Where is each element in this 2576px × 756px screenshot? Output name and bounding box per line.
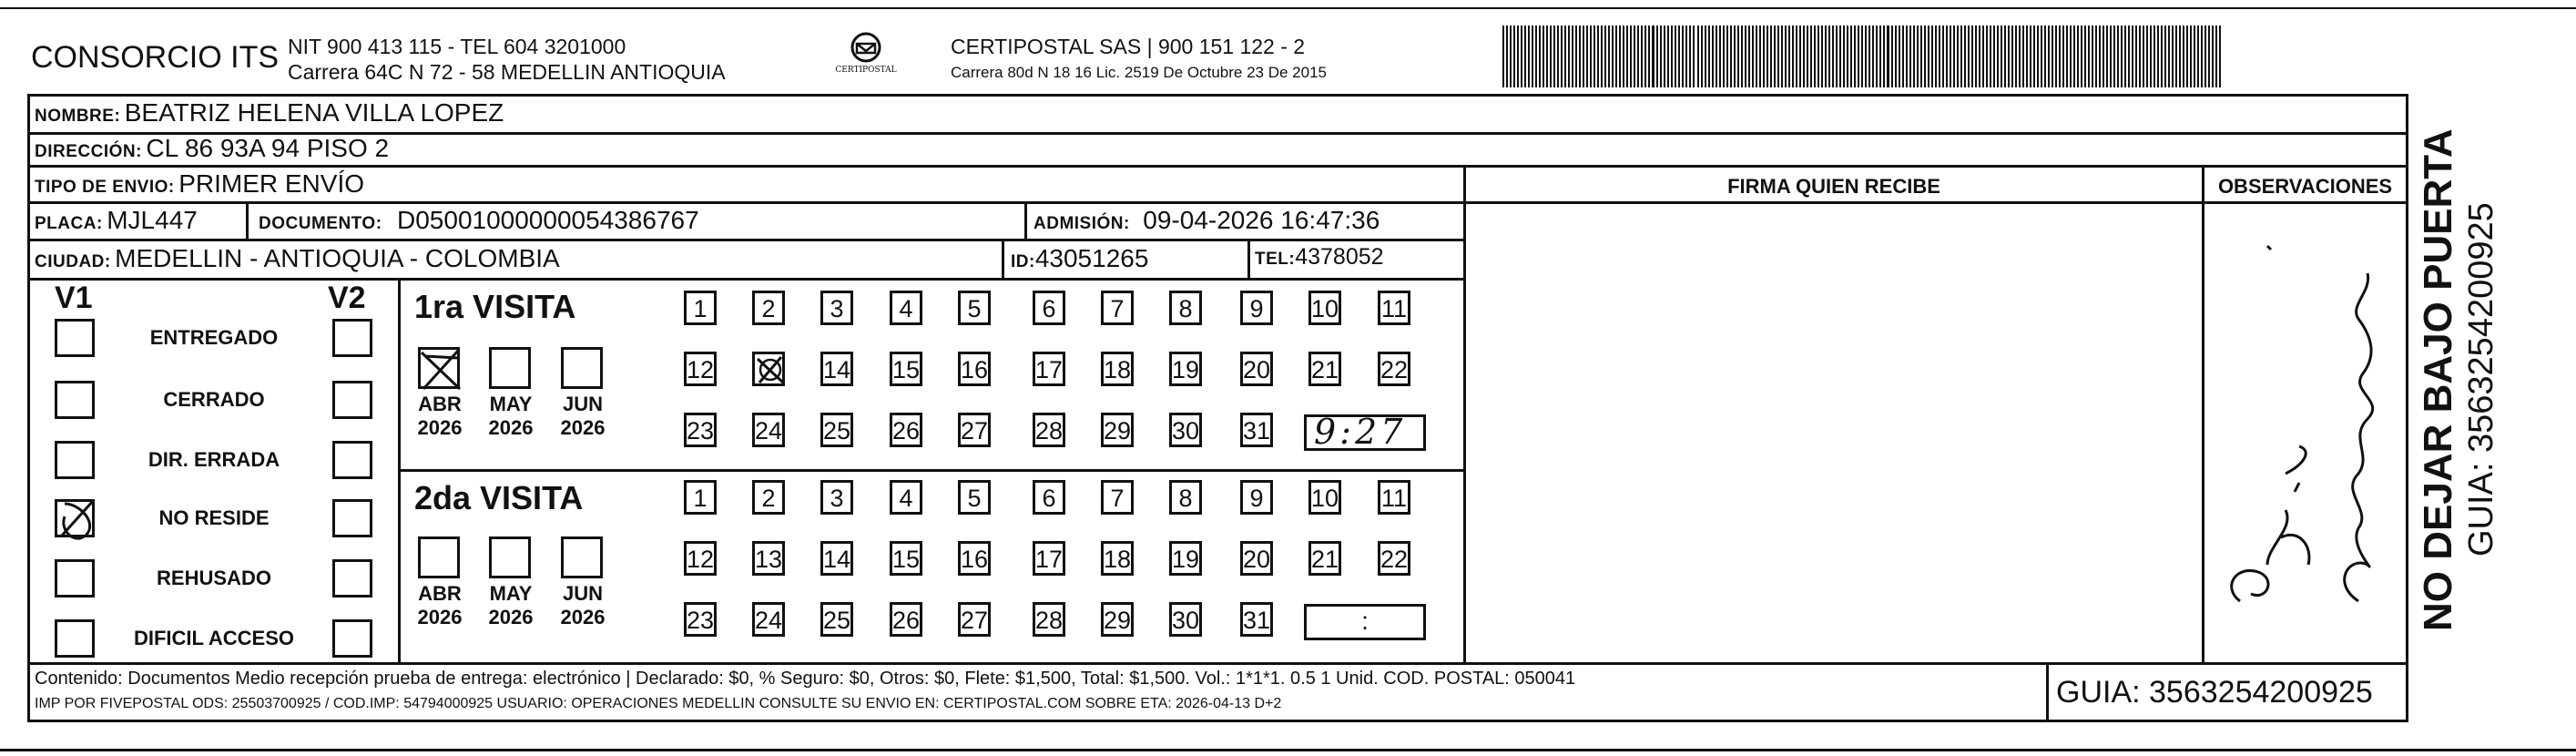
admision-row — [1033, 206, 1380, 235]
day-box[interactable]: 27 — [958, 602, 991, 637]
second-visit-title: 2da VISITA — [414, 479, 584, 516]
placa-row — [35, 206, 198, 235]
company-nit-line: NIT 900 413 115 - TEL 604 3201000 — [288, 35, 626, 58]
direccion-row — [35, 134, 389, 163]
day-box[interactable]: 26 — [890, 413, 922, 447]
day-box[interactable]: 1 — [684, 291, 717, 325]
month-label: ABR — [418, 582, 462, 605]
day-box[interactable]: 31 — [1240, 413, 1273, 447]
grid-line-placa — [27, 239, 1466, 241]
grid-obs-left — [2202, 165, 2204, 665]
day-box[interactable]: 16 — [958, 352, 991, 386]
month-checkbox[interactable] — [418, 347, 460, 389]
day-box[interactable]: 20 — [1240, 541, 1273, 576]
v2-checkbox[interactable] — [332, 441, 372, 479]
grid-firma-left — [1463, 165, 1466, 665]
tipo-row — [35, 169, 364, 199]
vertical-text-block — [2415, 85, 2500, 631]
company-name: CONSORCIO ITS — [31, 40, 280, 75]
day-box[interactable]: 21 — [1308, 541, 1341, 576]
v1-checkbox[interactable] — [55, 619, 95, 658]
day-box[interactable]: 27 — [958, 413, 991, 447]
day-box[interactable]: 25 — [820, 602, 853, 637]
direccion-value: CL 86 93A 94 PISO 2 — [146, 134, 390, 162]
day-box[interactable]: 23 — [684, 413, 717, 447]
documento-label: DOCUMENTO: — [259, 214, 382, 233]
month-checkbox[interactable] — [489, 347, 531, 389]
day-box[interactable]: 9 — [1240, 480, 1273, 515]
tel-label: TEL: — [1255, 250, 1296, 269]
grid-line-direccion — [27, 165, 2408, 168]
day-box[interactable]: 1 — [684, 480, 717, 515]
barcode — [1502, 26, 2225, 87]
reason-label: NO RESIDE — [158, 506, 270, 529]
day-box[interactable]: 15 — [890, 541, 922, 576]
v1-header: V1 — [55, 281, 93, 315]
day-box[interactable]: 12 — [684, 541, 717, 576]
v2-checkbox[interactable] — [332, 499, 372, 537]
day-box[interactable]: 4 — [890, 291, 922, 325]
vertical-guia: GUIA: 3563254200925 — [2462, 202, 2500, 557]
day-box[interactable]: 8 — [1169, 291, 1202, 325]
day-box[interactable]: 18 — [1101, 352, 1134, 386]
day-box[interactable]: 30 — [1169, 413, 1202, 447]
admision-label: ADMISIÓN: — [1033, 214, 1130, 233]
ciudad-value: MEDELLIN - ANTIOQUIA - COLOMBIA — [115, 244, 560, 272]
reason-label: CERRADO — [163, 388, 265, 411]
day-box[interactable]: 9 — [1240, 291, 1273, 325]
tel-row — [1255, 244, 1384, 271]
grid-tel-sep — [1247, 239, 1250, 280]
v2-checkbox[interactable] — [332, 319, 372, 357]
day-box[interactable]: 7 — [1101, 291, 1134, 325]
year-label: 2026 — [560, 606, 606, 628]
day-box[interactable]: 6 — [1033, 291, 1065, 325]
day-box[interactable]: 16 — [958, 541, 991, 576]
day-box[interactable]: 26 — [890, 602, 922, 637]
id-value: 43051265 — [1034, 244, 1149, 272]
v2-checkbox[interactable] — [332, 559, 372, 598]
day-box[interactable]: 20 — [1240, 352, 1273, 386]
nombre-value: BEATRIZ HELENA VILLA LOPEZ — [124, 98, 504, 127]
admision-value: 09-04-2026 16:47:36 — [1143, 206, 1380, 234]
month-label: MAY — [489, 582, 533, 605]
carrier-line: CERTIPOSTAL SAS | 900 151 122 - 2 — [951, 35, 1306, 58]
day-box[interactable]: 8 — [1169, 480, 1202, 515]
day-box[interactable]: 10 — [1308, 480, 1341, 515]
footer-content-line: Contenido: Documentos Medio recepción prueba de entrega: electrónico | Declarado: $0, % Seguro: $0, Otros: $0, Flete: $1,500, Total: $1,500. Vol.: 1*1*1. 0.5 1 Unid. COD. POSTAL: 050041 — [35, 669, 1576, 689]
day-box[interactable] — [752, 352, 785, 386]
day-box[interactable]: 15 — [890, 352, 922, 386]
day-box[interactable]: 25 — [820, 413, 853, 447]
day-box[interactable]: 29 — [1101, 602, 1134, 637]
day-box[interactable]: 11 — [1378, 291, 1410, 325]
day-box[interactable]: 18 — [1101, 541, 1134, 576]
observaciones-handwriting — [2213, 219, 2395, 619]
day-box[interactable]: 12 — [684, 352, 717, 386]
day-box[interactable]: 4 — [890, 480, 922, 515]
id-row — [1011, 244, 1148, 273]
grid-admision-sep — [1024, 201, 1027, 240]
day-box[interactable]: 5 — [958, 480, 991, 515]
day-box[interactable]: 22 — [1378, 541, 1410, 576]
second-visit-time-value: : — [1361, 607, 1369, 635]
day-box[interactable]: 14 — [820, 541, 853, 576]
grid-line-visits-mid — [398, 469, 1466, 472]
envelope-logo-icon — [838, 29, 894, 86]
grid-top — [27, 94, 2408, 97]
barcode-bars — [1502, 26, 2225, 87]
year-label: 2026 — [488, 606, 534, 628]
day-box[interactable]: 19 — [1169, 541, 1202, 576]
grid-line-footer — [27, 662, 2408, 665]
day-box[interactable]: 6 — [1033, 480, 1065, 515]
day-box[interactable]: 17 — [1033, 352, 1065, 386]
tipo-label: TIPO DE ENVIO: — [35, 178, 175, 197]
day-box[interactable]: 21 — [1308, 352, 1341, 386]
grid-placa-sep — [246, 201, 249, 240]
month-checkbox[interactable] — [561, 347, 603, 389]
v1-checkbox[interactable] — [55, 559, 95, 598]
bottom-edge — [0, 749, 2576, 751]
nombre-row — [35, 98, 504, 128]
v1-checkbox[interactable] — [55, 441, 95, 479]
day-box[interactable]: 2 — [752, 480, 785, 515]
year-label: 2026 — [417, 416, 463, 439]
v2-checkbox[interactable] — [332, 381, 372, 419]
no-dejar-warning: NO DEJAR BAJO PUERTA — [2416, 128, 2460, 631]
logo-wordmark: CERTIPOSTAL — [835, 66, 897, 75]
grid-left — [27, 94, 30, 722]
cross-mark-icon — [752, 352, 789, 388]
footer-imp-line: IMP POR FIVEPOSTAL ODS: 25503700925 / COD.IMP: 54794000925 USUARIO: OPERACIONES MEDELLIN CONSULTE SU ENVIO EN: CERTIPOSTAL.COM SOBRE ETA: 2026-04-13 D+2 — [35, 696, 1282, 711]
ciudad-label: CIUDAD: — [35, 252, 111, 271]
reason-label: REHUSADO — [157, 567, 271, 589]
day-box[interactable]: 7 — [1101, 480, 1134, 515]
month-checkbox[interactable] — [418, 536, 460, 578]
placa-value: MJL447 — [107, 206, 198, 234]
ciudad-row — [35, 244, 560, 273]
day-box[interactable]: 2 — [752, 291, 785, 325]
month-label: JUN — [562, 582, 603, 605]
day-box[interactable]: 13 — [752, 541, 785, 576]
month-checkbox[interactable] — [561, 536, 603, 578]
day-box[interactable]: 28 — [1033, 602, 1065, 637]
v2-checkbox[interactable] — [332, 619, 372, 658]
first-visit-time-value: 9:27 — [1314, 412, 1407, 452]
day-box[interactable]: 29 — [1101, 413, 1134, 447]
day-box[interactable]: 24 — [752, 413, 785, 447]
carrier-license-line: Carrera 80d N 18 16 Lic. 2519 De Octubre 23 De 2015 — [951, 64, 1327, 81]
top-divider — [0, 7, 2576, 9]
id-label: ID: — [1011, 252, 1035, 271]
v1-checkbox[interactable] — [55, 319, 95, 357]
documento-value: D05001000000054386767 — [397, 206, 699, 234]
year-label: 2026 — [560, 416, 606, 439]
placa-label: PLACA: — [35, 214, 103, 233]
day-box[interactable]: 19 — [1169, 352, 1202, 386]
grid-bottom — [27, 720, 2408, 722]
reason-label: DIFICIL ACCESO — [133, 627, 294, 649]
day-box[interactable]: 24 — [752, 602, 785, 637]
reason-label: ENTREGADO — [149, 326, 279, 349]
day-box[interactable]: 22 — [1378, 352, 1410, 386]
day-box[interactable]: 3 — [820, 291, 853, 325]
company-address-line: Carrera 64C N 72 - 58 MEDELLIN ANTIOQUIA — [288, 60, 726, 84]
grid-visits-sep — [398, 278, 401, 664]
day-box[interactable]: 17 — [1033, 541, 1065, 576]
v1-checkbox[interactable] — [55, 381, 95, 419]
day-box[interactable]: 28 — [1033, 413, 1065, 447]
reason-label: DIR. ERRADA — [148, 448, 280, 471]
day-box[interactable]: 30 — [1169, 602, 1202, 637]
year-label: 2026 — [417, 606, 463, 628]
check-mark-icon — [52, 495, 107, 542]
grid-footer-sep — [2046, 662, 2049, 721]
first-visit-title: 1ra VISITA — [414, 288, 576, 325]
day-box[interactable]: 23 — [684, 602, 717, 637]
tel-value: 4378052 — [1295, 244, 1384, 270]
month-label: JUN — [562, 393, 603, 415]
day-box[interactable]: 10 — [1308, 291, 1341, 325]
v2-header: V2 — [328, 281, 366, 315]
grid-right — [2406, 94, 2408, 722]
certipostal-logo — [835, 29, 897, 86]
year-label: 2026 — [488, 416, 534, 439]
observaciones-header: OBSERVACIONES — [2217, 175, 2393, 198]
day-box[interactable]: 14 — [820, 352, 853, 386]
day-box[interactable]: 11 — [1378, 480, 1410, 515]
v1-checkbox[interactable] — [55, 499, 95, 537]
grid-line-tipo — [27, 201, 2408, 204]
footer-guia: GUIA: 3563254200925 — [2056, 675, 2373, 710]
cross-mark-icon — [418, 347, 465, 394]
day-box[interactable]: 3 — [820, 480, 853, 515]
first-visit-time-box[interactable] — [1304, 414, 1426, 451]
documento-row — [259, 206, 699, 235]
nombre-label: NOMBRE: — [35, 107, 121, 126]
month-label: MAY — [489, 393, 533, 415]
firma-header: FIRMA QUIEN RECIBE — [1727, 175, 1940, 198]
day-box[interactable]: 31 — [1240, 602, 1273, 637]
tipo-value: PRIMER ENVÍO — [178, 169, 365, 198]
grid-id-sep — [1002, 239, 1004, 280]
month-label: ABR — [418, 393, 462, 415]
second-visit-time-box[interactable] — [1304, 604, 1426, 640]
day-box[interactable]: 5 — [958, 291, 991, 325]
month-checkbox[interactable] — [489, 536, 531, 578]
direccion-label: DIRECCIÓN: — [35, 142, 142, 161]
grid-line-ciudad — [27, 278, 1466, 281]
